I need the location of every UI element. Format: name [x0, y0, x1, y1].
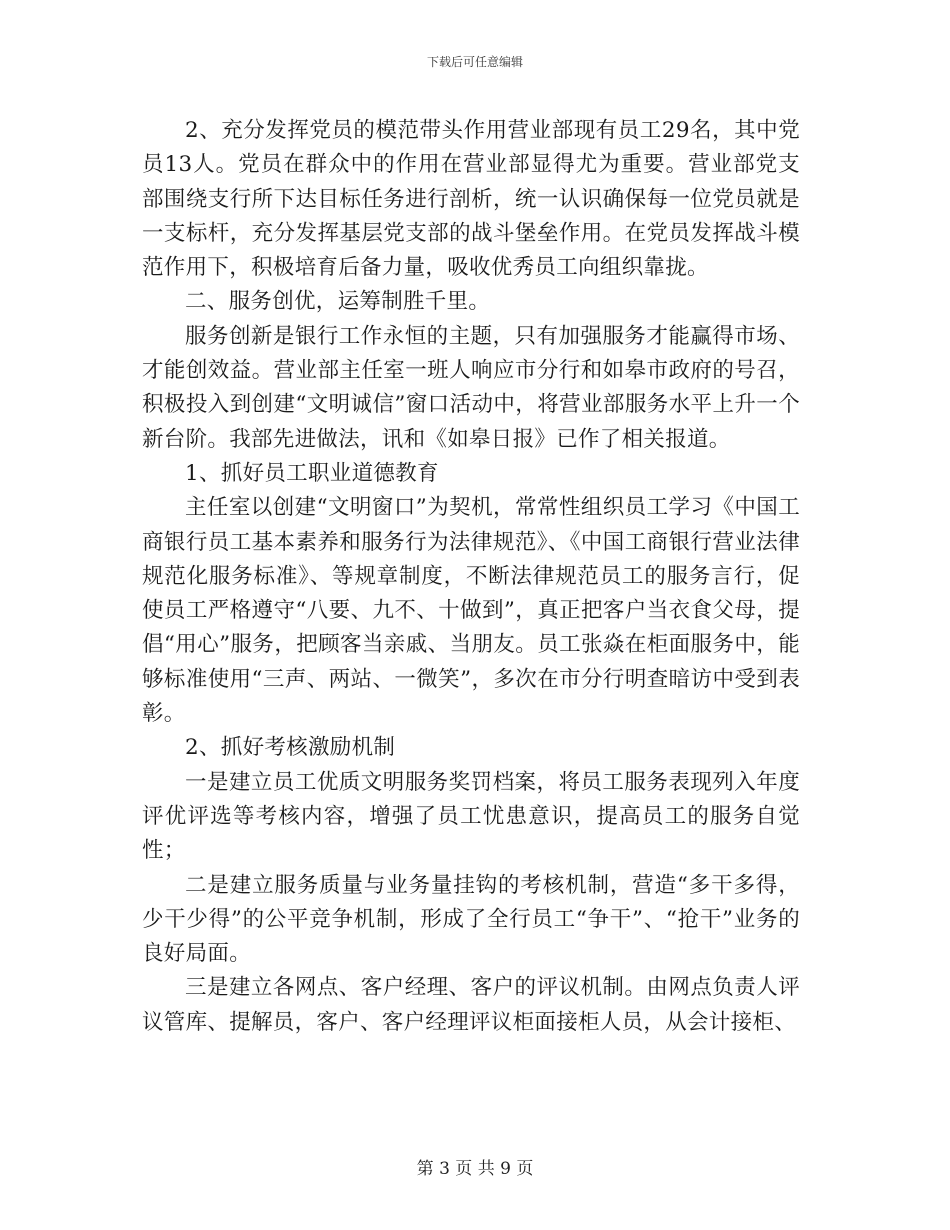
page-header: 下载后可任意编辑 — [426, 55, 523, 69]
paragraph-ethics-education: 主任室以创建“文明窗口”为契机，常常性组织员工学习《中国工商银行员工基本素养和服务行为法律规范》、《中国工商银行营业法律规范化服务标准》、等规章制度，不断法律规范员工的服务言行，促使员工严格遵守“八要、九不、十做到”，真正把客户当衣食父母，提倡“用心”服务，把顾客当亲戚、当朋友。员工张焱在柜面服务中，能够标准使用“三声、两站、一微笑”，多次在市分行明查暗访中受到表彰。 — [142, 495, 800, 727]
page-footer: 第 3 页 共 9 页 — [416, 1159, 534, 1179]
document-body — [142, 114, 800, 1040]
paragraph-incentive-two: 二是建立服务质量与业务量挂钩的考核机制，营造“多干多得，少干少得”的公平竞争机制，形成了全行员工“争干”、“抢干”业务的良好局面。 — [142, 872, 800, 967]
subheading-ethics-education: 1、抓好员工职业道德教育 — [185, 460, 439, 486]
paragraph-service-innovation: 服务创新是银行工作永恒的主题，只有加强服务才能赢得市场、才能创效益。营业部主任室一班人响应市分行和如皋市政府的号召，积极投入到创建“文明诚信”窗口活动中，将营业部服务水平上升一个新台阶。我部先进做法，讯和《如皋日报》已作了相关报道。 — [142, 323, 800, 452]
subheading-incentive-mechanism: 2、抓好考核激励机制 — [185, 735, 396, 761]
paragraph-party-members: 2、充分发挥党员的模范带头作用营业部现有员工29名，其中党员13人。党员在群众中的作用在营业部显得尤为重要。营业部党支部围绕支行所下达目标任务进行剖析，统一认识确保每一位党员就是一支标杆，充分发挥基层党支部的战斗堡垒作用。在党员发挥战斗模范作用下，积极培育后备力量，吸收优秀员工向组织靠拢。 — [142, 118, 800, 281]
section-heading-service: 二、服务创优，运筹制胜千里。 — [185, 289, 491, 315]
paragraph-incentive-one: 一是建立员工优质文明服务奖罚档案，将员工服务表现列入年度评优评选等考核内容，增强了员工忧患意识，提高员工的服务自觉性； — [142, 769, 800, 864]
paragraph-incentive-three: 三是建立各网点、客户经理、客户的评议机制。由网点负责人评议管库、提解员，客户、客户经理评议柜面接柜人员，从会计接柜、 — [142, 975, 800, 1035]
